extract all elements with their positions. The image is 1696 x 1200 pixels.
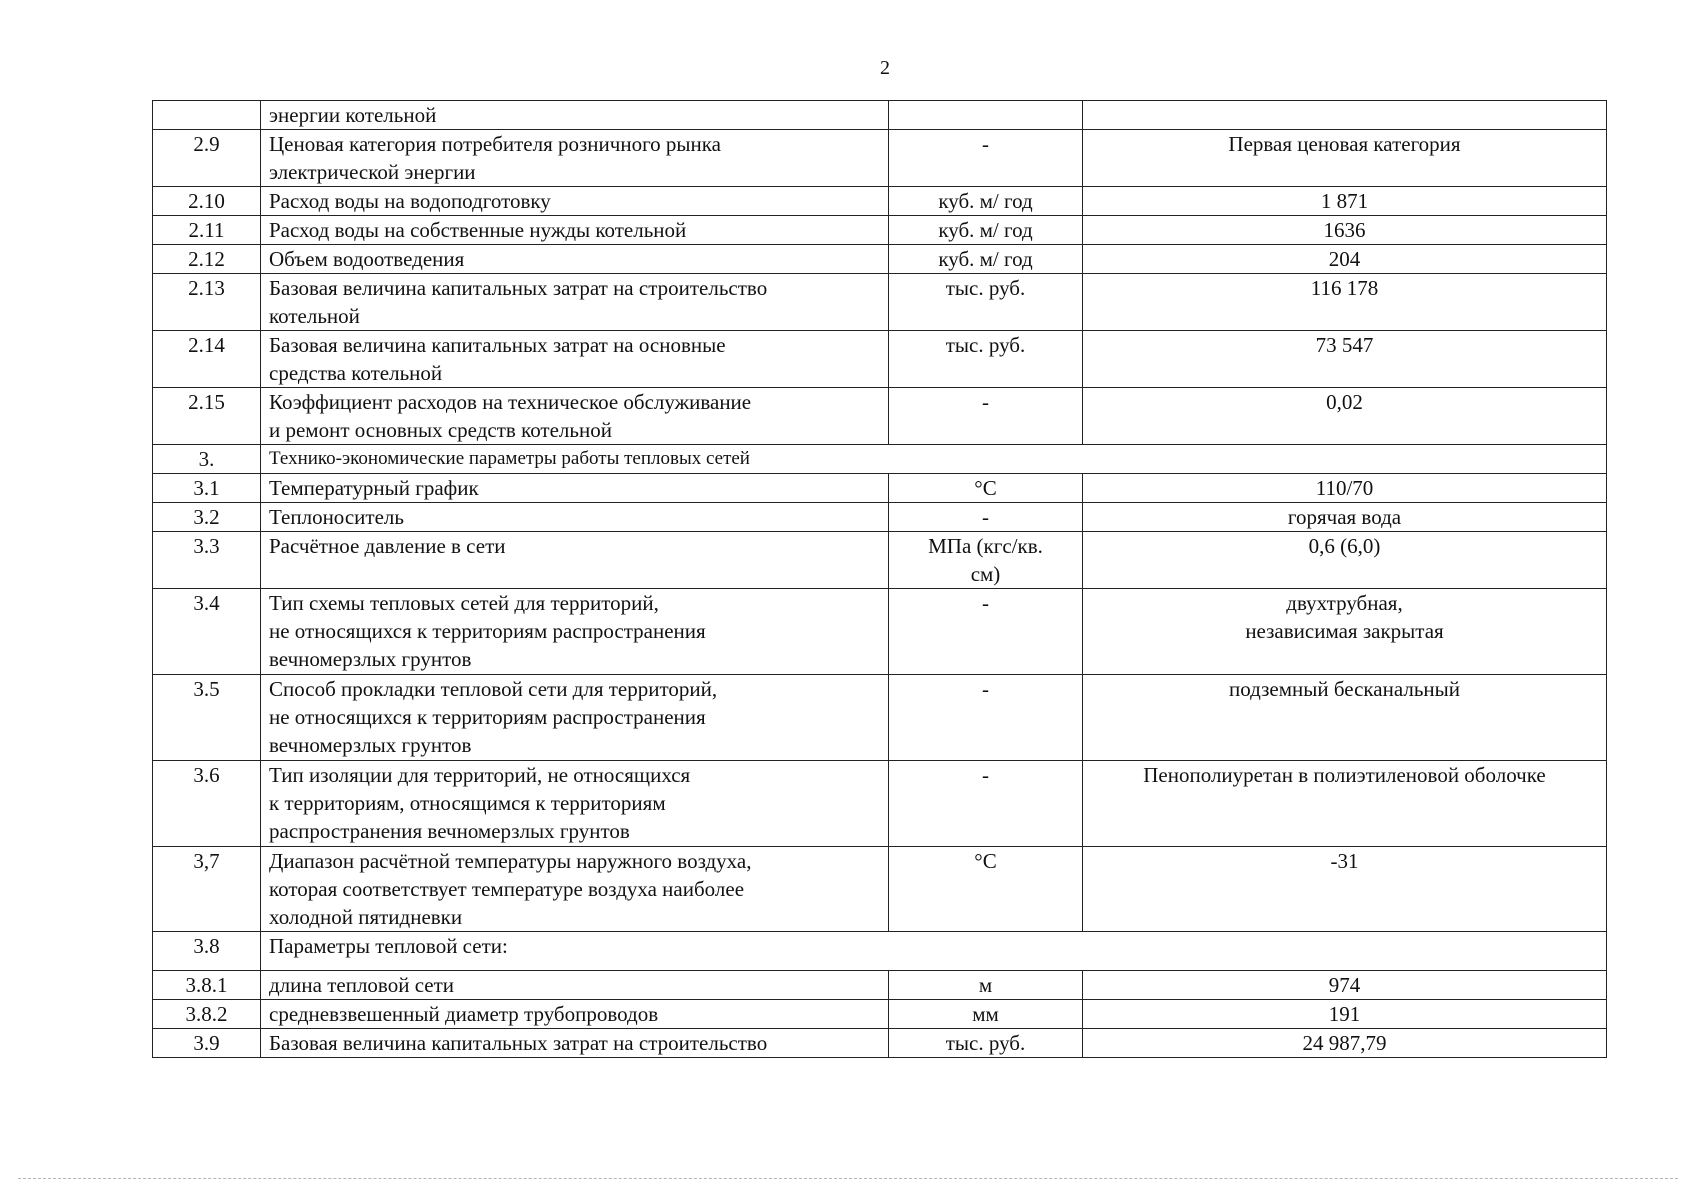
row-number: 3.2 [153, 503, 261, 532]
table-row [153, 474, 1607, 503]
parameter-value: 73 547 [1083, 331, 1607, 388]
parameter-value: 0,02 [1083, 388, 1607, 445]
unit-of-measure: куб. м/ год [889, 245, 1083, 274]
unit-of-measure: - [889, 130, 1083, 187]
table-row [153, 130, 1607, 187]
row-number: 2.10 [153, 187, 261, 216]
table-row [153, 331, 1607, 388]
parameter-name: Ценовая категория потребителя розничного рынка электрической энергии [261, 130, 889, 187]
unit-of-measure: тыс. руб. [889, 274, 1083, 331]
unit-of-measure: °С [889, 474, 1083, 503]
unit-of-measure: - [889, 503, 1083, 532]
row-number: 2.12 [153, 245, 261, 274]
table-row [153, 1029, 1607, 1058]
table-row [153, 532, 1607, 589]
section-number: 3. [153, 445, 261, 474]
unit-of-measure: м [889, 971, 1083, 1000]
row-number: 3.1 [153, 474, 261, 503]
table-row [153, 245, 1607, 274]
parameter-name: средневзвешенный диаметр трубопроводов [261, 1000, 889, 1029]
parameter-value [1083, 101, 1607, 130]
parameter-name: Способ прокладки тепловой сети для территорий, не относящихся к территориям распространения вечномерзлых грунтов [261, 675, 889, 761]
parameter-value: 191 [1083, 1000, 1607, 1029]
parameter-value: подземный бесканальный [1083, 675, 1607, 761]
unit-of-measure: МПа (кгс/кв. см) [889, 532, 1083, 589]
unit-of-measure: куб. м/ год [889, 187, 1083, 216]
table-row [153, 503, 1607, 532]
parameter-value: 1636 [1083, 216, 1607, 245]
unit-of-measure: тыс. руб. [889, 1029, 1083, 1058]
table-row [153, 589, 1607, 675]
table-row [153, 761, 1607, 847]
row-number: 3.8.2 [153, 1000, 261, 1029]
parameter-name: Тип изоляции для территорий, не относящихся к территориям, относящимся к территориям распространения вечномерзлых грунтов [261, 761, 889, 847]
unit-of-measure: °С [889, 847, 1083, 932]
table-row [153, 187, 1607, 216]
row-number: 2.15 [153, 388, 261, 445]
parameter-name: Диапазон расчётной температуры наружного воздуха, которая соответствует температуре воздуха наиболее холодной пятидневки [261, 847, 889, 932]
section-number: 3.8 [153, 932, 261, 971]
unit-of-measure: куб. м/ год [889, 216, 1083, 245]
table-row [153, 1000, 1607, 1029]
row-number: 3.8.1 [153, 971, 261, 1000]
parameter-value: 116 178 [1083, 274, 1607, 331]
parameter-value: 974 [1083, 971, 1607, 1000]
parameter-value: 110/70 [1083, 474, 1607, 503]
row-number: 3,7 [153, 847, 261, 932]
section-row [153, 445, 1607, 474]
unit-of-measure: - [889, 675, 1083, 761]
row-number [153, 101, 261, 130]
table-row [153, 847, 1607, 932]
unit-of-measure: - [889, 761, 1083, 847]
parameter-name: Расчётное давление в сети [261, 532, 889, 589]
parameter-value: 24 987,79 [1083, 1029, 1607, 1058]
unit-of-measure: - [889, 589, 1083, 675]
parameter-value: двухтрубная, независимая закрытая [1083, 589, 1607, 675]
row-number: 2.11 [153, 216, 261, 245]
row-number: 3.9 [153, 1029, 261, 1058]
row-number: 3.3 [153, 532, 261, 589]
section-row [153, 932, 1607, 971]
row-number: 2.13 [153, 274, 261, 331]
parameter-value: 204 [1083, 245, 1607, 274]
parameter-name: Коэффициент расходов на техническое обслуживание и ремонт основных средств котельной [261, 388, 889, 445]
table-row [153, 675, 1607, 761]
page-number: 2 [880, 57, 890, 79]
parameter-name: длина тепловой сети [261, 971, 889, 1000]
parameter-name: Базовая величина капитальных затрат на строительство [261, 1029, 889, 1058]
unit-of-measure [889, 101, 1083, 130]
row-number: 3.4 [153, 589, 261, 675]
parameter-value: Пенополиуретан в полиэтиленовой оболочке [1083, 761, 1607, 847]
parameter-name: Теплоноситель [261, 503, 889, 532]
section-title: Параметры тепловой сети: [261, 932, 1607, 971]
parameter-name: Базовая величина капитальных затрат на строительство котельной [261, 274, 889, 331]
parameter-name: Объем водоотведения [261, 245, 889, 274]
parameter-name: Температурный график [261, 474, 889, 503]
parameter-value: Первая ценовая категория [1083, 130, 1607, 187]
scan-edge-line [18, 1178, 1678, 1179]
row-number: 3.5 [153, 675, 261, 761]
unit-of-measure: мм [889, 1000, 1083, 1029]
parameter-name: Базовая величина капитальных затрат на основные средства котельной [261, 331, 889, 388]
parameter-name: Расход воды на водоподготовку [261, 187, 889, 216]
parameter-name: Тип схемы тепловых сетей для территорий, не относящихся к территориям распространения вечномерзлых грунтов [261, 589, 889, 675]
parameter-name: энергии котельной [261, 101, 889, 130]
row-number: 3.6 [153, 761, 261, 847]
table-row [153, 971, 1607, 1000]
table-row [153, 101, 1607, 130]
row-number: 2.14 [153, 331, 261, 388]
parameter-value: 0,6 (6,0) [1083, 532, 1607, 589]
table-row [153, 274, 1607, 331]
unit-of-measure: тыс. руб. [889, 331, 1083, 388]
parameter-value: горячая вода [1083, 503, 1607, 532]
parameter-name: Расход воды на собственные нужды котельной [261, 216, 889, 245]
parameter-value: 1 871 [1083, 187, 1607, 216]
parameter-value: -31 [1083, 847, 1607, 932]
table-row [153, 216, 1607, 245]
parameters-table [152, 100, 1607, 1058]
row-number: 2.9 [153, 130, 261, 187]
table-row [153, 388, 1607, 445]
unit-of-measure: - [889, 388, 1083, 445]
section-title: Технико-экономические параметры работы тепловых сетей [261, 445, 1607, 474]
